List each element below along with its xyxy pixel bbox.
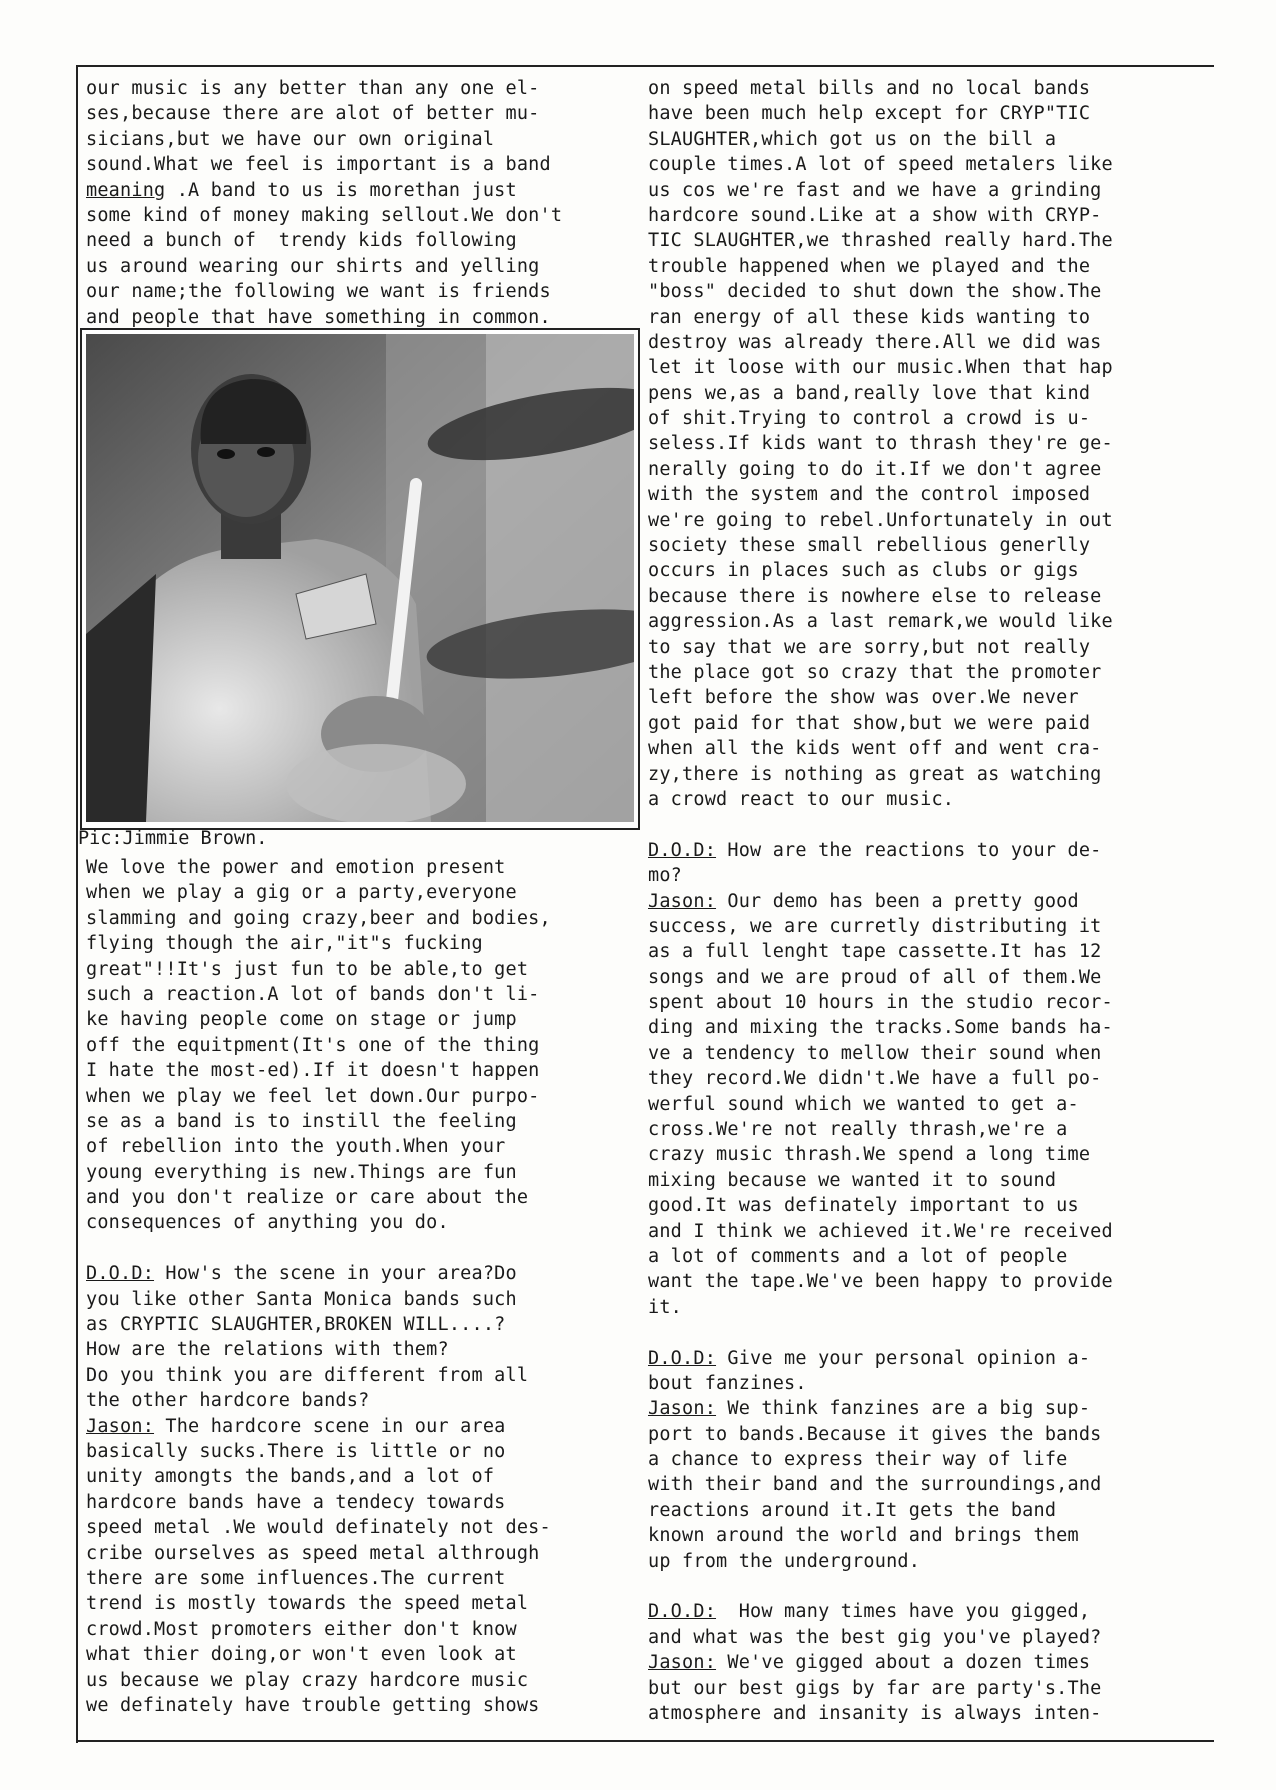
text-line: speed metal .We would definately not des-	[86, 1517, 551, 1539]
text-line: couple times.A lot of speed metalers like	[648, 154, 1113, 176]
text-line: but our best gigs by far are party's.The	[648, 1677, 1102, 1699]
column-left-top	[86, 76, 562, 330]
text-line: D.O.D: Give me your personal opinion a-	[648, 1347, 1091, 1369]
text-line: us because we play crazy hardcore music	[86, 1669, 529, 1691]
page-frame-bottom-border	[76, 1740, 1214, 1742]
text-line: on speed metal bills and no local bands	[648, 78, 1091, 99]
text-line: good.It was definately important to us	[648, 1195, 1079, 1217]
text-line: with their band and the surroundings,and	[648, 1474, 1102, 1496]
text-line: consequences of anything you do.	[86, 1212, 449, 1234]
text-line: let it loose with our music.When that hap	[648, 357, 1113, 379]
text-line: pens we,as a band,really love that kind	[648, 382, 1091, 404]
text-line: there are some influences.The current	[86, 1567, 506, 1589]
text-line: us cos we're fast and we have a grinding	[648, 179, 1102, 201]
text-line: crazy music thrash.We spend a long time	[648, 1144, 1091, 1166]
page-frame-left-border	[76, 65, 78, 1743]
drummer-photo-icon	[86, 334, 634, 822]
text-line: D.O.D: How many times have you gigged,	[648, 1601, 1091, 1623]
text-line: trouble happened when we played and the	[648, 255, 1091, 277]
text-line: great"!!It's just fun to be able,to get	[86, 958, 529, 980]
speaker-label: Jason:	[648, 1652, 717, 1674]
speaker-label: D.O.D:	[648, 1601, 717, 1623]
text-line: they record.We didn't.We have a full po-	[648, 1068, 1102, 1090]
text-line: the other hardcore bands?	[86, 1390, 370, 1412]
text-line: D.O.D: How are the reactions to your de-	[648, 839, 1102, 861]
speaker-label: Jason:	[648, 890, 717, 912]
text-line: destroy was already there.All we did was	[648, 331, 1102, 353]
text-line: cross.We're not really thrash,we're a	[648, 1119, 1068, 1141]
text-line: ran energy of all these kids wanting to	[648, 306, 1091, 328]
text-line: as a full lenght tape cassette.It has 12	[648, 941, 1102, 963]
column-right	[648, 76, 1113, 1726]
speaker-label: D.O.D:	[648, 839, 717, 861]
text-line: seless.If kids want to thrash they're ge-	[648, 433, 1113, 455]
text-line: Jason: We think fanzines are a big sup-	[648, 1398, 1091, 1420]
column-left-bottom	[86, 855, 551, 1718]
text-line: with the system and the control imposed	[648, 484, 1091, 506]
text-line: Do you think you are different from all	[86, 1364, 529, 1386]
photo-caption: Pic:Jimmie Brown.	[78, 828, 268, 849]
text-line: our music is any better than any one el-	[86, 78, 540, 99]
text-line: We love the power and emotion present	[86, 857, 506, 878]
text-line: cribe ourselves as speed metal althrough	[86, 1542, 540, 1564]
text-line: and you don't realize or care about the	[86, 1187, 529, 1209]
text-line: have been much help except for CRYP"TIC	[648, 103, 1091, 125]
text-line: trend is mostly towards the speed metal	[86, 1593, 529, 1615]
text-line: known around the world and brings them	[648, 1525, 1079, 1547]
text-line: young everything is new.Things are fun	[86, 1161, 517, 1183]
text-line: to say that we are sorry,but not really	[648, 636, 1091, 658]
text-line: hardcore sound.Like at a show with CRYP-	[648, 204, 1102, 226]
speaker-label: D.O.D:	[648, 1347, 717, 1369]
text-line: Jason: Our demo has been a pretty good	[648, 890, 1079, 912]
text-line: unity amongts the bands,and a lot of	[86, 1466, 495, 1488]
text-line: nerally going to do it.If we don't agree	[648, 458, 1102, 480]
text-line	[648, 1320, 1113, 1345]
text-line: need a bunch of trendy kids following	[86, 230, 517, 252]
text-line	[86, 1236, 551, 1261]
text-line: meaning .A band to us is morethan just	[86, 179, 517, 201]
text-line: TIC SLAUGHTER,we thrashed really hard.The	[648, 230, 1113, 252]
text-line: hardcore bands have a tendecy towards	[86, 1491, 506, 1513]
text-line: flying though the air,"it"s fucking	[86, 933, 483, 955]
text-line: ses,because there are alot of better mu-	[86, 103, 540, 125]
text-line: mo?	[648, 865, 683, 887]
text-line: up from the underground.	[648, 1550, 921, 1572]
text-line: of shit.Trying to control a crowd is u-	[648, 408, 1091, 430]
text-line: when we play we feel let down.Our purpo-	[86, 1085, 540, 1107]
text-line: society these small rebellious generlly	[648, 535, 1091, 557]
text-line: "boss" decided to shut down the show.The	[648, 281, 1102, 303]
text-line: How are the relations with them?	[86, 1339, 449, 1361]
text-line: spent about 10 hours in the studio recor-	[648, 992, 1113, 1014]
text-line: sound.What we feel is important is a band	[86, 154, 551, 176]
text-line: and people that have something in common.	[86, 306, 551, 328]
text-line: a crowd react to our music.	[648, 788, 955, 810]
text-line: when we play a gig or a party,everyone	[86, 882, 517, 904]
speaker-label: Jason:	[648, 1398, 717, 1420]
text-line: Jason: We've gigged about a dozen times	[648, 1652, 1091, 1674]
text-line: what thier doing,or won't even look at	[86, 1644, 517, 1666]
text-line: us around wearing our shirts and yelling	[86, 255, 540, 277]
text-line: and what was the best gig you've played?	[648, 1626, 1102, 1648]
text-line: a lot of comments and a lot of people	[648, 1245, 1068, 1267]
text-line: I hate the most-ed).If it doesn't happen	[86, 1060, 540, 1082]
text-line: D.O.D: How's the scene in your area?Do	[86, 1263, 517, 1285]
text-line: and I think we achieved it.We're received	[648, 1220, 1113, 1242]
text-line: ding and mixing the tracks.Some bands ha-	[648, 1017, 1113, 1039]
text-line: some kind of money making sellout.We don't	[86, 204, 563, 226]
text-line: success, we are curretly distributing it	[648, 915, 1102, 937]
text-line: it.	[648, 1296, 683, 1318]
speaker-label: D.O.D:	[86, 1263, 155, 1285]
text-line: ve a tendency to mellow their sound when	[648, 1042, 1102, 1064]
text-line	[648, 1574, 1113, 1599]
text-line: reactions around it.It gets the band	[648, 1499, 1057, 1521]
text-line: of rebellion into the youth.When your	[86, 1136, 506, 1158]
text-line: we definately have trouble getting shows	[86, 1694, 540, 1716]
page-frame-top-border	[76, 65, 1214, 67]
speaker-label: Jason:	[86, 1415, 155, 1437]
text-line: basically sucks.There is little or no	[86, 1440, 506, 1462]
text-line: slamming and going crazy,beer and bodies,	[86, 907, 551, 929]
text-line: because there is nowhere else to release	[648, 585, 1102, 607]
text-line: as CRYPTIC SLAUGHTER,BROKEN WILL....?	[86, 1314, 506, 1336]
text-line: want the tape.We've been happy to provide	[648, 1271, 1113, 1293]
text-line: bout fanzines.	[648, 1372, 807, 1394]
text-line: such a reaction.A lot of bands don't li-	[86, 983, 540, 1005]
text-line: atmosphere and insanity is always inten-	[648, 1703, 1102, 1724]
text-line: occurs in places such as clubs or gigs	[648, 560, 1079, 582]
photo-frame	[80, 328, 640, 830]
text-line: the place got so crazy that the promoter	[648, 661, 1102, 683]
text-line	[648, 812, 1113, 837]
text-line: port to bands.Because it gives the bands	[648, 1423, 1102, 1445]
text-line: songs and we are proud of all of them.We	[648, 966, 1102, 988]
text-line: aggression.As a last remark,we would like	[648, 611, 1113, 633]
text-line: our name;the following we want is friends	[86, 281, 551, 303]
text-line: we're going to rebel.Unfortunately in out	[648, 509, 1113, 531]
text-line: sicians,but we have our own original	[86, 128, 495, 150]
text-line: mixing because we wanted it to sound	[648, 1169, 1057, 1191]
text-line: ke having people come on stage or jump	[86, 1009, 517, 1031]
text-line: SLAUGHTER,which got us on the bill a	[648, 128, 1057, 150]
text-line: you like other Santa Monica bands such	[86, 1288, 517, 1310]
text-line: crowd.Most promoters either don't know	[86, 1618, 517, 1640]
text-line: zy,there is nothing as great as watching	[648, 763, 1102, 785]
text-line: got paid for that show,but we were paid	[648, 712, 1091, 734]
text-line: se as a band is to instill the feeling	[86, 1110, 517, 1132]
text-line: a chance to express their way of life	[648, 1449, 1068, 1471]
text-line: off the equitpment(It's one of the thing	[86, 1034, 540, 1056]
text-line: werful sound which we wanted to get a-	[648, 1093, 1079, 1115]
text-line: Jason: The hardcore scene in our area	[86, 1415, 506, 1437]
text-line: when all the kids went off and went cra-	[648, 738, 1102, 760]
text-line: left before the show was over.We never	[648, 687, 1079, 709]
